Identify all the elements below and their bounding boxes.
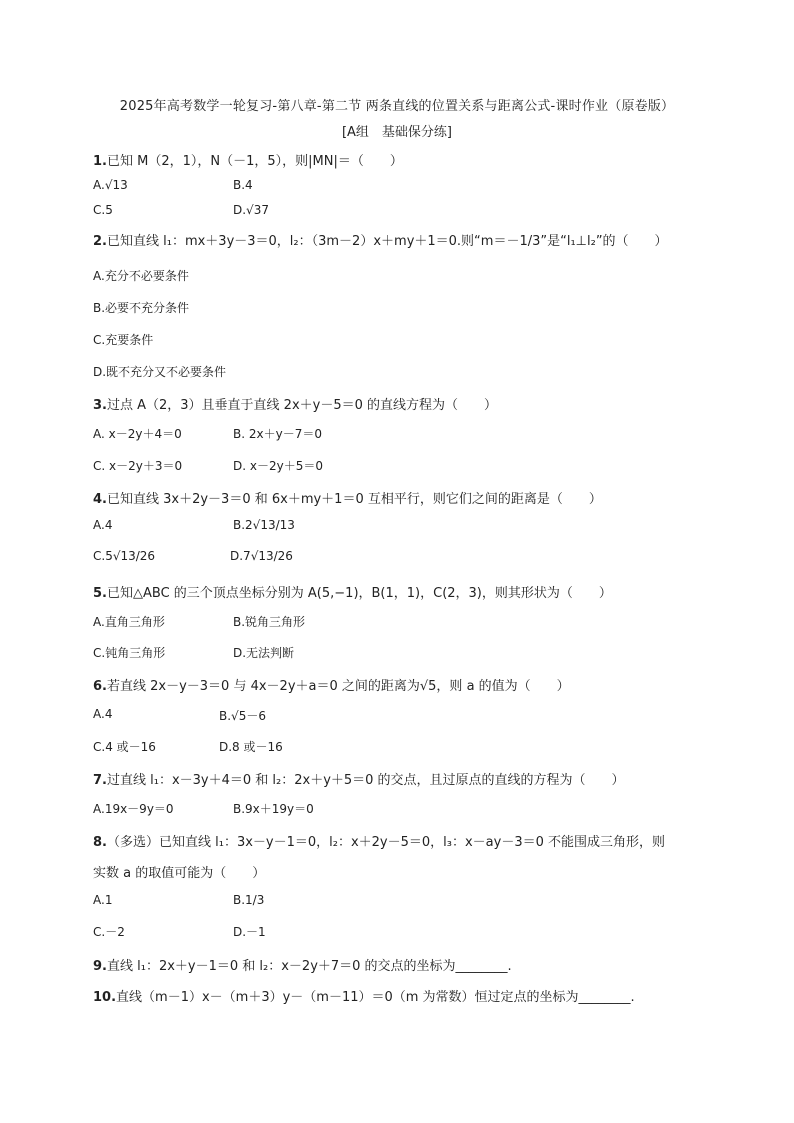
question-number: 3. <box>93 398 107 413</box>
option-b: B.锐角三角形 <box>233 615 306 629</box>
option-c: C.4 或－16 <box>93 740 156 754</box>
option-a: A.1 <box>93 893 113 907</box>
question-text: 已知直线 3x＋2y－3＝0 和 6x＋my＋1＝0 互相平行，则它们之间的距离是（ ） <box>106 492 602 507</box>
question-text: 过直线 l₁：x－3y＋4＝0 和 l₂：2x＋y＋5＝0 的交点，且过原点的直线的方程为（ ） <box>106 773 625 788</box>
option-b: B. 2x＋y－7＝0 <box>233 427 322 441</box>
question-text: 过点 A（2，3）且垂直于直线 2x＋y－5＝0 的直线方程为（ ） <box>106 398 498 413</box>
question-text: 已知△ABC 的三个顶点坐标分别为 A(5,−1)，B(1，1)，C(2，3)，则其形状为（ ） <box>106 586 612 601</box>
question-7 <box>93 769 625 788</box>
question-number: 5. <box>93 586 107 601</box>
question-number: 6. <box>93 679 107 694</box>
option-c: C. x－2y＋3＝0 <box>93 459 183 473</box>
question-number: 7. <box>93 773 107 788</box>
question-text: 直线（m－1）x－（m＋3）y－（m－11）＝0（m 为常数）恒过定点的坐标为________. <box>116 990 635 1005</box>
question-5 <box>93 582 612 601</box>
option-c: C.充要条件 <box>93 333 154 347</box>
option-b: B.1/3 <box>233 893 265 907</box>
option-a: A.直角三角形 <box>93 615 165 629</box>
option-d: D.无法判断 <box>233 646 295 660</box>
question-4 <box>93 488 602 507</box>
option-a: A.充分不必要条件 <box>93 269 189 283</box>
question-text: 若直线 2x－y－3＝0 与 4x－2y＋a＝0 之间的距离为√5，则 a 的值为（ ） <box>106 679 570 694</box>
option-d: D.8 或－16 <box>219 740 283 754</box>
option-a: A.4 <box>93 518 113 532</box>
question-number: 10. <box>93 990 117 1005</box>
question-number: 8. <box>93 835 107 850</box>
question-9 <box>93 955 512 974</box>
question-6 <box>93 675 570 694</box>
question-text: 已知 M（2，1），N（－1，5），则|MN|＝（ ） <box>106 154 403 169</box>
question-number: 4. <box>93 492 107 507</box>
group-heading: [A组 基础保分练] <box>341 125 453 140</box>
option-c: C.－2 <box>93 925 125 939</box>
question-number: 1. <box>93 154 107 169</box>
question-number: 2. <box>93 234 107 249</box>
option-a: A.19x－9y＝0 <box>93 802 174 816</box>
option-b: B.2√13/13 <box>233 518 295 532</box>
document-title: 2025年高考数学一轮复习-第八章-第二节 两条直线的位置关系与距离公式-课时作业（原卷版） <box>119 99 675 114</box>
option-c: C.5√13/26 <box>93 549 156 563</box>
option-d: D.－1 <box>233 925 266 939</box>
option-b: B.√5－6 <box>219 709 266 723</box>
question-8-continued: 实数 a 的取值可能为（ ） <box>93 866 266 881</box>
option-d: D. x－2y＋5＝0 <box>233 459 323 473</box>
option-c: C.钝角三角形 <box>93 646 166 660</box>
option-d: D.既不充分又不必要条件 <box>93 365 227 379</box>
option-c: C.5 <box>93 203 113 217</box>
option-a: A.√13 <box>93 178 128 192</box>
option-d: D.7√13/26 <box>230 549 293 563</box>
question-number: 9. <box>93 959 107 974</box>
question-text: 直线 l₁：2x＋y－1＝0 和 l₂：x－2y＋7＝0 的交点的坐标为________. <box>106 959 512 974</box>
option-b: B.必要不充分条件 <box>93 301 190 315</box>
question-8 <box>93 831 665 850</box>
question-10 <box>93 986 635 1005</box>
option-a: A. x－2y＋4＝0 <box>93 427 182 441</box>
option-b: B.9x＋19y＝0 <box>233 802 314 816</box>
question-2 <box>93 230 668 249</box>
question-text: 已知直线 l₁：mx＋3y－3＝0，l₂：（3m－2）x＋my＋1＝0.则“m＝－1/3”是“l₁⊥l₂”的（ ） <box>106 234 668 249</box>
question-3 <box>93 394 497 413</box>
option-a: A.4 <box>93 707 113 721</box>
option-d: D.√37 <box>233 203 269 217</box>
option-b: B.4 <box>233 178 253 192</box>
question-text: （多选）已知直线 l₁：3x－y－1＝0，l₂：x＋2y－5＝0，l₃：x－ay－3＝0 不能围成三角形，则 <box>106 835 666 850</box>
question-1 <box>93 150 403 169</box>
